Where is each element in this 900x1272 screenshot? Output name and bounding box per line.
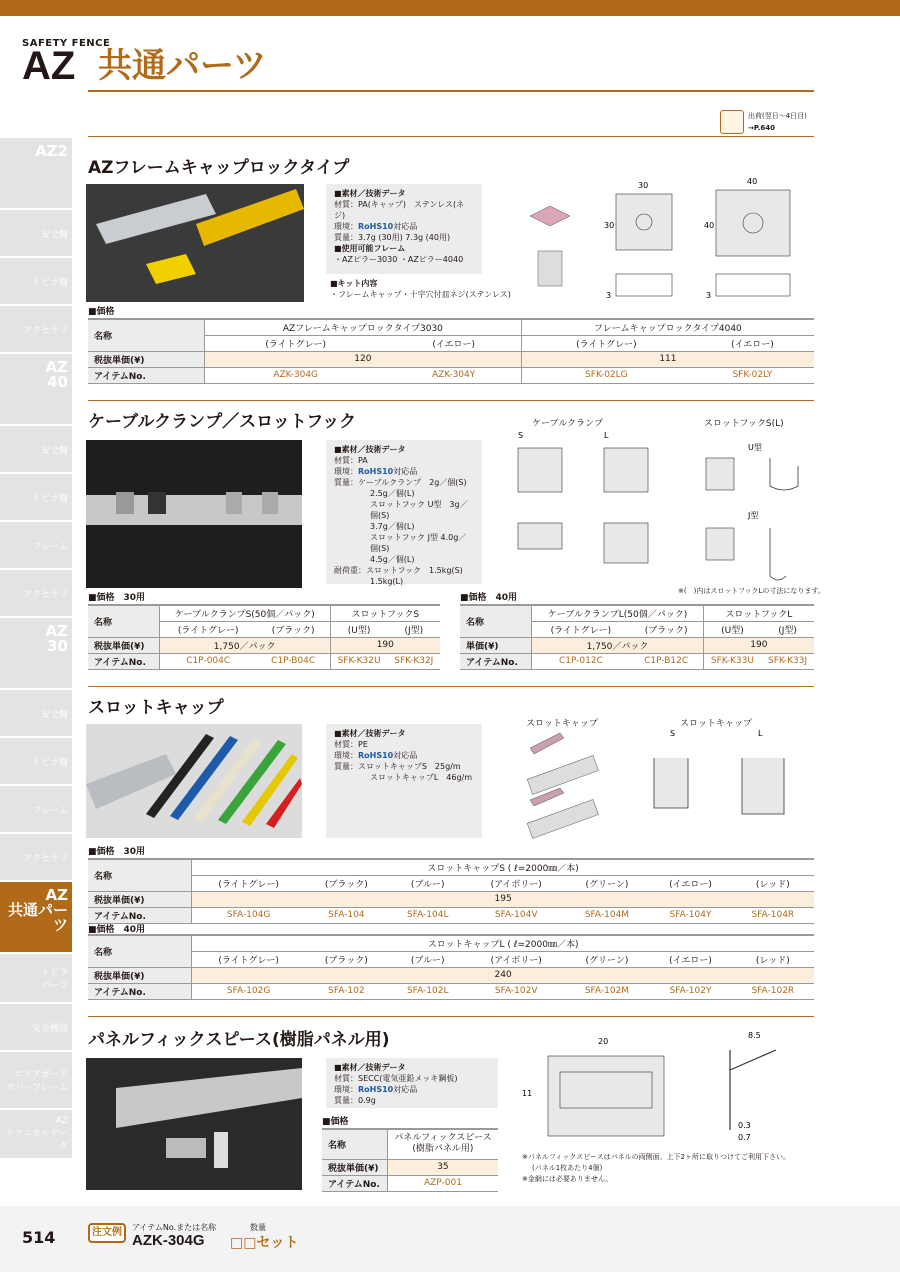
spec-line: 環境：RoHS10対応品 <box>334 751 418 760</box>
product-name: ケーブルクランプL(50個／パック) <box>532 605 703 621</box>
panel-fix-illustration <box>86 1058 302 1190</box>
spec-line: ■素材／技術データ <box>334 729 406 738</box>
color-label: (アイボリー) <box>468 951 565 967</box>
row-header: 名称 <box>88 319 204 351</box>
page-title: 共通パーツ <box>98 46 267 86</box>
spec-line: 3.7g／個(L) <box>370 522 415 531</box>
price-table-30: 名称 スロットキャップS ( ℓ=2000㎜／本) (ライトグレー) (ブラック) (ブルー) (アイボリー) (グリーン) (イエロー) (レッド) 税抜単価(¥) 195 アイテムNo. SFA-104G SFA-104 SFA-104L SFA-104V SFA-104M SFA-104Y SFA-104R <box>88 858 814 924</box>
spec-line: 材質：SECC(電気亜鉛メッキ鋼板) <box>334 1074 458 1083</box>
color-label: (イエロー) <box>649 875 731 891</box>
svg-text:3: 3 <box>606 291 612 300</box>
svg-text:8.5: 8.5 <box>748 1031 761 1040</box>
spec-line: 環境：RoHS10対応品 <box>334 467 418 476</box>
side-tab[interactable]: アクセサリ <box>0 570 72 618</box>
svg-text:0.7: 0.7 <box>738 1133 751 1142</box>
color-label: (アイボリー) <box>468 875 565 891</box>
side-tab[interactable]: トビラ パーツ <box>0 954 72 1004</box>
svg-text:3: 3 <box>706 291 712 300</box>
spec-line: 2.5g／個(L) <box>370 489 415 498</box>
item-number: SFA-102M <box>565 983 650 999</box>
brand-subtitle: SAFETY FENCE <box>22 38 111 49</box>
frame-cap-illustration <box>86 184 304 302</box>
spec-line: 耐荷重：スロットフック 1.5kg(S) <box>334 566 463 575</box>
color-label: (ブラック) <box>305 875 388 891</box>
side-tab[interactable]: AZ テクニカルデータ <box>0 1110 72 1160</box>
spec-line: スロットフック J型 4.0g／個(S) <box>370 533 467 553</box>
diagram-caption: スロットフックS(L) <box>704 419 784 429</box>
panel-fix-diagrams <box>520 1030 814 1150</box>
spec-line: 質量：スロットキャップS 25g/m <box>334 762 461 771</box>
item-number: SFK-02LG <box>521 367 691 383</box>
order-qty: □□セット <box>230 1235 299 1251</box>
title-rule <box>88 90 814 92</box>
price-value: 195 <box>192 891 814 907</box>
spec-line: 4.5g／個(L) <box>370 555 415 564</box>
section-rule <box>88 1016 814 1017</box>
side-tab[interactable]: AZ2 <box>0 138 72 210</box>
section-title: ケーブルクランプ／スロットフック <box>88 412 357 432</box>
color-label: (ブラック) <box>305 951 388 967</box>
slot-cap-diagrams <box>520 728 814 840</box>
color-label: (ブルー) <box>388 875 468 891</box>
color-label: (ブルー) <box>388 951 468 967</box>
spec-line: 環境：RoHS10対応品 <box>334 222 418 231</box>
product-photo-cable-clamp <box>86 440 302 588</box>
product-name: スロットフックS <box>330 605 440 621</box>
page-number: 514 <box>22 1228 56 1247</box>
spec-line: 1.5kg(L) <box>370 577 404 586</box>
frame-cap-diagrams <box>520 176 810 304</box>
price-value: 120 <box>204 351 521 367</box>
side-tab[interactable]: フレーム <box>0 522 72 570</box>
item-number: SFA-104Y <box>649 907 731 923</box>
item-number: SFA-104R <box>732 907 814 923</box>
diagram-caption: スロットキャップ <box>526 719 598 729</box>
color-label: (ライトグレー) <box>192 875 305 891</box>
kit-line: ・フレームキャップ・十字穴付皿ネジ(ステンレス) <box>330 290 511 299</box>
section-title: AZフレームキャップロックタイプ <box>88 158 350 178</box>
spec-line: 材質：PA <box>334 456 368 465</box>
spec-box <box>326 440 482 584</box>
spec-line: 材質：PE <box>334 740 368 749</box>
color-label: (グリーン) <box>565 875 650 891</box>
item-number: SFA-104L <box>388 907 468 923</box>
item-number: SFA-104M <box>565 907 650 923</box>
product-name: ケーブルクランプS(50個／パック) <box>159 605 330 621</box>
price-value: 240 <box>192 967 814 983</box>
item-number: SFK-02LY <box>691 367 814 383</box>
product-photo-frame-cap <box>86 184 304 302</box>
color-label: (レッド) <box>732 951 814 967</box>
item-number: SFA-102R <box>732 983 814 999</box>
price-table-30: 名称 ケーブルクランプS(50個／パック) スロットフックS (ライトグレー) (ブラック) (U型) (J型) 税抜単価(¥) 1,750／パック 190 アイテムNo. C1P-004C C1P-B04C SFK-K32U SFK-K32J <box>88 604 440 670</box>
svg-text:11: 11 <box>522 1089 533 1098</box>
slot-cap-illustration <box>86 724 302 838</box>
svg-text:S: S <box>670 729 676 738</box>
side-tab[interactable]: 安全柵 <box>0 210 72 258</box>
side-tab[interactable]: AZ 30 <box>0 618 72 690</box>
top-bar <box>0 0 900 16</box>
color-label: (ライトグレー) <box>192 951 305 967</box>
spec-line: 質量：0.9g <box>334 1096 376 1105</box>
price-table-40: 名称 ケーブルクランプL(50個／パック) スロットフックL (ライトグレー) (ブラック) (U型) (J型) 単価(¥) 1,750／パック 190 アイテムNo. C1P-012C C1P-B12C SFK-K33U SFK-K33J <box>460 604 814 670</box>
item-number: SFA-104V <box>468 907 565 923</box>
section-rule <box>88 400 814 401</box>
item-number: SFA-102L <box>388 983 468 999</box>
spec-line: 環境：RoHS10対応品 <box>334 1085 418 1094</box>
svg-text:0.3: 0.3 <box>738 1121 751 1130</box>
product-name: スロットキャップS ( ℓ=2000㎜／本) <box>192 859 814 875</box>
side-tab[interactable]: 安全柵 <box>0 426 72 474</box>
svg-text:U型: U型 <box>748 443 762 452</box>
side-tab[interactable]: 安全柵 <box>0 690 72 738</box>
spec-line: 質量：3.7g (30用) 7.3g (40用) <box>334 233 451 242</box>
price-table: 名称 AZフレームキャップロックタイプ3030 フレームキャップロックタイプ4040 (ライトグレー) (イエロー) (ライトグレー) (イエロー) 税抜単価(¥) 120 111 アイテムNo. AZK-304G AZK-304Y SFK-02LG SFK-02LY <box>88 318 814 384</box>
spec-box <box>326 724 482 838</box>
product-name: スロットフックL <box>703 605 814 621</box>
cable-clamp-diagrams <box>500 428 816 584</box>
side-tab[interactable]: AZ 共通パーツ <box>0 882 72 954</box>
item-number: SFA-102V <box>468 983 565 999</box>
item-number: SFA-102Y <box>649 983 731 999</box>
kit-line: ■キット内容 <box>330 279 378 288</box>
item-number: SFA-104G <box>192 907 305 923</box>
price-label: ■価格 40用 <box>88 925 146 935</box>
item-number: SFA-102 <box>305 983 388 999</box>
footnote-list: ※パネルフィックスピースはパネルの両側面、上下2ヶ所に取りつけてご利用下さい。 (パネル1枚あたり4個) ※金網には必要ありません。 <box>522 1153 791 1183</box>
side-tab[interactable]: トビラ柵 <box>0 738 72 786</box>
svg-text:S: S <box>518 431 524 440</box>
product-name: パネルフィックスピース <box>394 1133 492 1144</box>
spec-line: 材質：PA(キャップ) ステンレス(ネジ) <box>334 200 465 220</box>
spec-line: ■素材／技術データ <box>334 445 406 454</box>
item-number: AZK-304G <box>204 367 386 383</box>
svg-text:30: 30 <box>604 221 615 230</box>
color-label: (イエロー) <box>649 951 731 967</box>
shipping-badge <box>720 110 815 136</box>
svg-text:40: 40 <box>704 221 715 230</box>
spec-box <box>326 1058 498 1108</box>
product-photo-panel-fix <box>86 1058 302 1190</box>
price-table-40: 名称 スロットキャップL ( ℓ=2000㎜／本) (ライトグレー) (ブラック) (ブルー) (アイボリー) (グリーン) (イエロー) (レッド) 税抜単価(¥) 240 アイテムNo. SFA-102G SFA-102 SFA-102L SFA-102V SFA-102M SFA-102Y SFA-102R <box>88 934 814 1000</box>
product-name: フレームキャップロックタイプ4040 <box>521 319 814 335</box>
spec-line: ■素材／技術データ <box>334 1063 406 1072</box>
order-example-badge: 注文例 <box>88 1223 126 1243</box>
diagram-caption: ケーブルクランプ <box>532 419 604 429</box>
price-label: ■価格 30用 <box>88 847 146 857</box>
side-tab[interactable]: 安全機器 <box>0 1004 72 1052</box>
svg-text:L: L <box>758 729 763 738</box>
side-tab[interactable]: フレーム <box>0 786 72 834</box>
side-tab[interactable]: トビラ柵 <box>0 258 72 306</box>
ship-page-link[interactable]: →P.640 <box>748 124 775 132</box>
kit-contents <box>330 278 511 300</box>
section-title: スロットキャップ <box>88 698 224 718</box>
side-tab[interactable]: AZ 40 <box>0 354 72 426</box>
spec-line: スロットキャップL 46g/m <box>370 773 473 782</box>
item-number: SFA-104 <box>305 907 388 923</box>
spec-line: ■使用可能フレーム <box>334 244 406 253</box>
spec-box <box>326 184 482 274</box>
price-label: ■価格 40用 <box>460 593 518 603</box>
svg-text:40: 40 <box>747 177 758 186</box>
svg-text:L: L <box>604 431 609 440</box>
side-tab[interactable]: アクセサリ <box>0 306 72 354</box>
spec-line: ・AZピラー3030 ・AZピラー4040 <box>334 255 464 264</box>
product-name: AZフレームキャップロックタイプ3030 <box>204 319 521 335</box>
side-tab[interactable]: アクセサリ <box>0 834 72 882</box>
product-name: スロットキャップL ( ℓ=2000㎜／本) <box>192 935 814 951</box>
price-value: 111 <box>521 351 814 367</box>
spec-line: 質量：ケーブルクランプ 2g／個(S) <box>334 478 467 487</box>
product-photo-slot-cap <box>86 724 302 838</box>
truck-icon <box>720 110 744 134</box>
price-label: ■価格 30用 <box>88 593 146 603</box>
order-label-item: アイテムNo.または名称 <box>132 1223 217 1232</box>
side-tab[interactable]: エリアガード カバーフレーム <box>0 1052 72 1110</box>
footnote: ※( )内はスロットフックLの寸法になります。 <box>678 587 825 595</box>
order-label-qty: 数量 <box>250 1223 266 1232</box>
color-label: (レッド) <box>732 875 814 891</box>
cable-clamp-illustration <box>86 440 302 588</box>
price-label: ■価格 <box>88 307 115 317</box>
svg-text:J型: J型 <box>748 511 759 520</box>
svg-text:30: 30 <box>638 181 649 190</box>
price-table: 名称 パネルフィックスピース (樹脂パネル用) 税抜単価(¥) 35 アイテムNo. AZP-001 <box>322 1128 498 1192</box>
svg-text:20: 20 <box>598 1037 609 1046</box>
spec-line: スロットフック U型 3g／個(S) <box>370 500 468 520</box>
diagram-caption: スロットキャップ <box>680 719 752 729</box>
section-title: パネルフィックスピース(樹脂パネル用) <box>88 1030 390 1050</box>
side-tab[interactable]: トビラ柵 <box>0 474 72 522</box>
item-number: AZK-304Y <box>386 367 521 383</box>
color-label: (グリーン) <box>565 951 650 967</box>
section-rule <box>88 136 814 137</box>
order-item: AZK-304G <box>132 1232 205 1249</box>
spec-line: ■素材／技術データ <box>334 189 406 198</box>
section-rule <box>88 686 814 687</box>
brand-logo: AZ <box>22 44 76 88</box>
item-number: SFA-102G <box>192 983 305 999</box>
price-label: ■価格 <box>322 1117 349 1127</box>
ship-text: 出荷(翌日〜4日目) <box>748 112 807 120</box>
